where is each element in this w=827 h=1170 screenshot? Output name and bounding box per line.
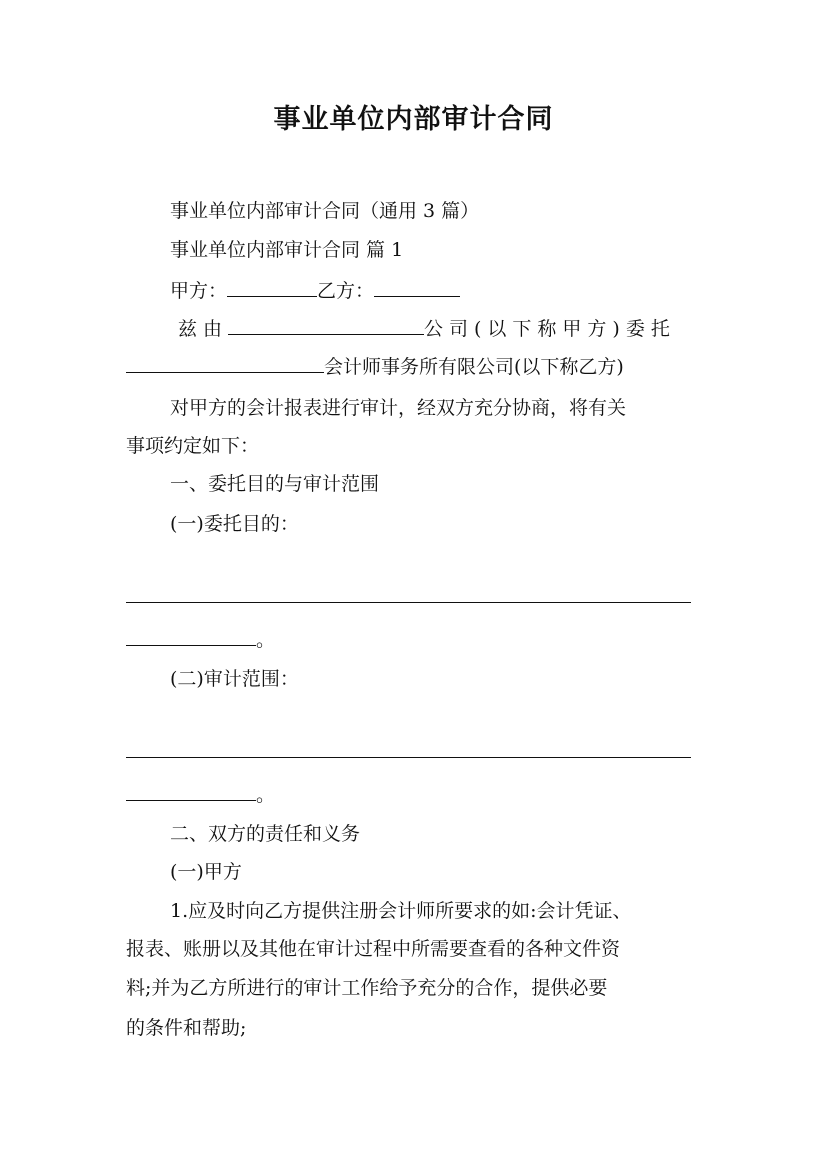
scope-short-blank bbox=[126, 780, 256, 801]
purpose-blank-line bbox=[126, 602, 691, 603]
clause1-line3: 料;并为乙方所进行的审计工作给予充分的合作，提供必要 bbox=[126, 977, 608, 999]
section2-item1: (一)甲方 bbox=[170, 861, 242, 883]
scope-blank-line bbox=[126, 757, 691, 758]
party-b-blank bbox=[374, 276, 460, 297]
clause1-line4: 的条件和帮助; bbox=[126, 1017, 247, 1039]
entrust-company: 公司(以下称甲方)委托 bbox=[424, 318, 676, 340]
entrust-company-blank bbox=[228, 314, 424, 335]
audit-intro-line1: 对甲方的会计报表进行审计，经双方充分协商，将有关 bbox=[170, 397, 627, 419]
purpose-period: 。 bbox=[256, 629, 276, 651]
clause1-line1: 1.应及时向乙方提供注册会计师所要求的如:会计凭证、 bbox=[170, 900, 632, 922]
audit-intro-line2: 事项约定如下： bbox=[126, 435, 260, 457]
party-a-blank bbox=[227, 276, 317, 297]
scope-blank-end bbox=[126, 780, 275, 810]
parties-line bbox=[170, 276, 460, 306]
entrust-firm-blank bbox=[126, 352, 324, 373]
scope-period: 。 bbox=[256, 784, 276, 806]
clause1-line2: 报表、账册以及其他在审计过程中所需要查看的各种文件资 bbox=[126, 938, 621, 960]
party-b-label: 乙方： bbox=[317, 280, 375, 302]
entrust-firm: 会计师事务所有限公司(以下称乙方) bbox=[324, 356, 624, 378]
entrust-prefix: 兹由 bbox=[178, 318, 229, 340]
purpose-blank-end bbox=[126, 625, 275, 655]
entrust-firm-line bbox=[126, 352, 624, 382]
document-subtitle: 事业单位内部审计合同（通用 3 篇） bbox=[170, 200, 480, 222]
entrust-line bbox=[178, 314, 676, 344]
document-title: 事业单位内部审计合同 bbox=[273, 104, 554, 135]
party-a-label: 甲方： bbox=[170, 280, 228, 302]
section1-heading: 一、委托目的与审计范围 bbox=[170, 473, 380, 495]
section2-heading: 二、双方的责任和义务 bbox=[170, 823, 361, 845]
section1-item2: (二)审计范围： bbox=[170, 668, 299, 690]
section1-item1: (一)委托目的： bbox=[170, 513, 299, 535]
purpose-short-blank bbox=[126, 625, 256, 646]
part-heading: 事业单位内部审计合同 篇 1 bbox=[170, 239, 404, 261]
